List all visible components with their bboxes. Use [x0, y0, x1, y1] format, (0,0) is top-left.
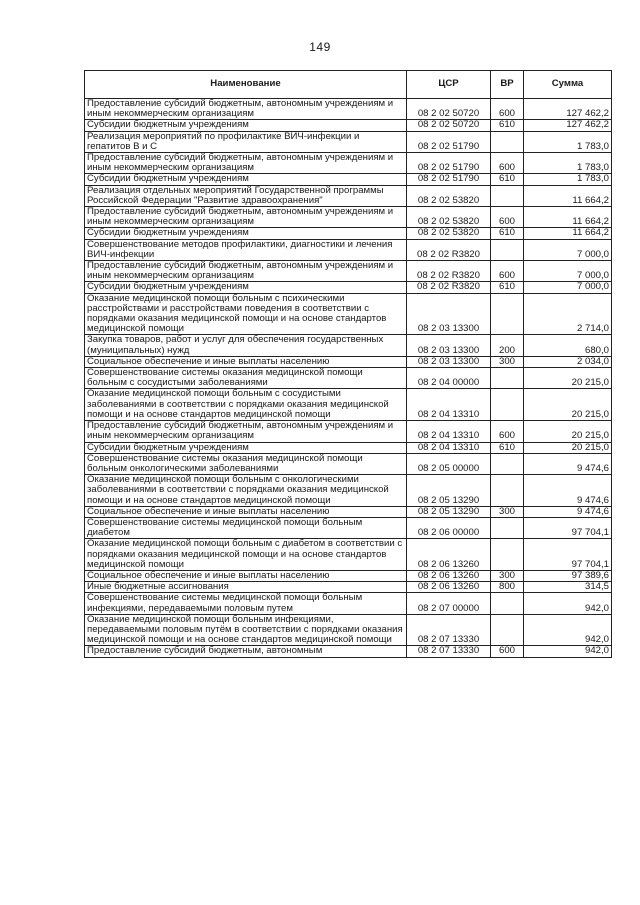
- cell-sum: 127 462,2: [524, 120, 612, 131]
- cell-vr: 200: [491, 335, 524, 356]
- cell-sum: 7 000,0: [524, 239, 612, 260]
- cell-name: Социальное обеспечение и иные выплаты населению: [85, 506, 407, 517]
- cell-vr: 610: [491, 282, 524, 293]
- cell-name: Реализация мероприятий по профилактике ВИЧ-инфекции и гепатитов В и С: [85, 131, 407, 152]
- cell-csr: 08 2 03 13300: [407, 293, 491, 335]
- cell-sum: 680,0: [524, 335, 612, 356]
- cell-csr: 08 2 06 00000: [407, 517, 491, 538]
- cell-sum: 97 704,1: [524, 517, 612, 538]
- cell-vr: [491, 368, 524, 389]
- cell-csr: 08 2 02 51790: [407, 131, 491, 152]
- table-row: [85, 442, 612, 453]
- cell-vr: [491, 185, 524, 206]
- table-row: [85, 517, 612, 538]
- table-row: [85, 282, 612, 293]
- cell-name: Субсидии бюджетным учреждениям: [85, 174, 407, 185]
- table-row: [85, 120, 612, 131]
- table-row: [85, 261, 612, 282]
- cell-vr: 300: [491, 356, 524, 367]
- cell-name: Совершенствование методов профилактики, диагностики и лечения ВИЧ-инфекции: [85, 239, 407, 260]
- cell-csr: 08 2 06 13260: [407, 570, 491, 581]
- cell-sum: 97 704,1: [524, 539, 612, 571]
- cell-name: Субсидии бюджетным учреждениям: [85, 120, 407, 131]
- cell-name: Реализация отдельных мероприятий Государственной программы Российской Федерации "Развитие здравоохранения": [85, 185, 407, 206]
- cell-vr: [491, 239, 524, 260]
- cell-sum: 20 215,0: [524, 421, 612, 442]
- cell-vr: [491, 517, 524, 538]
- cell-csr: 08 2 04 13310: [407, 442, 491, 453]
- table-row: [85, 99, 612, 120]
- budget-table: [84, 70, 612, 658]
- cell-sum: 7 000,0: [524, 261, 612, 282]
- cell-csr: 08 2 03 13300: [407, 335, 491, 356]
- cell-vr: 600: [491, 261, 524, 282]
- table-row: [85, 174, 612, 185]
- cell-csr: 08 2 04 13310: [407, 389, 491, 421]
- cell-sum: 11 664,2: [524, 207, 612, 228]
- cell-name: Предоставление субсидий бюджетным, автономным учреждениям и иным некоммерческим организациям: [85, 421, 407, 442]
- cell-vr: 800: [491, 582, 524, 593]
- cell-vr: [491, 453, 524, 474]
- cell-sum: 314,5: [524, 582, 612, 593]
- cell-sum: 20 215,0: [524, 368, 612, 389]
- table-row: [85, 131, 612, 152]
- cell-csr: 08 2 04 00000: [407, 368, 491, 389]
- cell-sum: 2 714,0: [524, 293, 612, 335]
- cell-name: Социальное обеспечение и иные выплаты населению: [85, 570, 407, 581]
- cell-name: Социальное обеспечение и иные выплаты населению: [85, 356, 407, 367]
- cell-name: Оказание медицинской помощи больным с диабетом в соответствии с порядками оказания медицинской помощи и на основе стандартов медицинской помощи: [85, 539, 407, 571]
- cell-vr: 610: [491, 228, 524, 239]
- table-row: [85, 646, 612, 657]
- table-row: [85, 293, 612, 335]
- cell-name: Оказание медицинской помощи больным инфекциями, передаваемыми половым путём в соответствии с порядками оказания медицинской помощи и на основе стандартов медицинской помощи: [85, 614, 407, 646]
- table-row: [85, 570, 612, 581]
- cell-sum: 11 664,2: [524, 185, 612, 206]
- cell-vr: 300: [491, 506, 524, 517]
- cell-sum: 9 474,6: [524, 506, 612, 517]
- cell-csr: 08 2 05 00000: [407, 453, 491, 474]
- cell-vr: 600: [491, 421, 524, 442]
- cell-csr: 08 2 02 R3820: [407, 239, 491, 260]
- cell-csr: 08 2 05 13290: [407, 475, 491, 507]
- cell-name: Предоставление субсидий бюджетным, автономным учреждениям и иным некоммерческим организациям: [85, 99, 407, 120]
- cell-sum: 942,0: [524, 593, 612, 614]
- cell-vr: [491, 539, 524, 571]
- table-row: [85, 335, 612, 356]
- cell-vr: 610: [491, 442, 524, 453]
- cell-csr: 08 2 03 13300: [407, 356, 491, 367]
- cell-name: Совершенствование системы оказания медицинской помощи больным с сосудистыми заболеваниями: [85, 368, 407, 389]
- cell-name: Оказание медицинской помощи больным с онкологическими заболеваниями в соответствии с порядками оказания медицинской помощи и на основе стандартов медицинской помощи: [85, 475, 407, 507]
- table-row: [85, 228, 612, 239]
- cell-csr: 08 2 05 13290: [407, 506, 491, 517]
- cell-sum: 1 783,0: [524, 174, 612, 185]
- cell-vr: [491, 389, 524, 421]
- cell-csr: 08 2 02 R3820: [407, 261, 491, 282]
- cell-name: Иные бюджетные ассигнования: [85, 582, 407, 593]
- cell-name: Субсидии бюджетным учреждениям: [85, 442, 407, 453]
- cell-csr: 08 2 02 51790: [407, 174, 491, 185]
- cell-sum: 1 783,0: [524, 153, 612, 174]
- cell-sum: 127 462,2: [524, 99, 612, 120]
- cell-name: Предоставление субсидий бюджетным, автономным учреждениям и иным некоммерческим организациям: [85, 153, 407, 174]
- cell-vr: 600: [491, 207, 524, 228]
- cell-csr: 08 2 02 53820: [407, 207, 491, 228]
- cell-vr: [491, 475, 524, 507]
- cell-name: Совершенствование системы оказания медицинской помощи больным онкологическими заболеваниями: [85, 453, 407, 474]
- cell-vr: 600: [491, 99, 524, 120]
- header-name: Наименование: [85, 71, 407, 99]
- cell-csr: 08 2 06 13260: [407, 539, 491, 571]
- cell-name: Совершенствование системы медицинской помощи больным диабетом: [85, 517, 407, 538]
- cell-name: Предоставление субсидий бюджетным, автономным учреждениям и иным некоммерческим организациям: [85, 261, 407, 282]
- cell-name: Субсидии бюджетным учреждениям: [85, 228, 407, 239]
- cell-csr: 08 2 02 50720: [407, 99, 491, 120]
- table-row: [85, 421, 612, 442]
- cell-vr: [491, 293, 524, 335]
- cell-vr: [491, 593, 524, 614]
- cell-csr: 08 2 02 51790: [407, 153, 491, 174]
- table-row: [85, 368, 612, 389]
- cell-name: Предоставление субсидий бюджетным, автономным: [85, 646, 407, 657]
- cell-csr: 08 2 06 13260: [407, 582, 491, 593]
- table-row: [85, 185, 612, 206]
- cell-name: Закупка товаров, работ и услуг для обеспечения государственных (муниципальных) нужд: [85, 335, 407, 356]
- cell-csr: 08 2 02 R3820: [407, 282, 491, 293]
- table-row: [85, 539, 612, 571]
- table-row: [85, 593, 612, 614]
- table-header-row: [85, 71, 612, 99]
- cell-sum: 942,0: [524, 614, 612, 646]
- cell-vr: [491, 614, 524, 646]
- cell-vr: 600: [491, 153, 524, 174]
- cell-name: Субсидии бюджетным учреждениям: [85, 282, 407, 293]
- cell-csr: 08 2 02 53820: [407, 185, 491, 206]
- table-row: [85, 153, 612, 174]
- cell-sum: 9 474,6: [524, 453, 612, 474]
- table-row: [85, 356, 612, 367]
- cell-sum: 9 474,6: [524, 475, 612, 507]
- cell-csr: 08 2 02 53820: [407, 228, 491, 239]
- cell-name: Оказание медицинской помощи больным с сосудистыми заболеваниями в соответствии с порядками оказания медицинской помощи и на основе стандартов медицинской помощи: [85, 389, 407, 421]
- table-row: [85, 453, 612, 474]
- table-row: [85, 582, 612, 593]
- table-row: [85, 389, 612, 421]
- cell-name: Оказание медицинской помощи больным с психическими расстройствами и расстройствами поведения в соответствии с порядками оказания медицинской помощи и на основе стандартов медицинской помощи: [85, 293, 407, 335]
- table-row: [85, 475, 612, 507]
- cell-csr: 08 2 07 13330: [407, 646, 491, 657]
- table-body: [85, 99, 612, 658]
- table-row: [85, 614, 612, 646]
- cell-sum: 20 215,0: [524, 442, 612, 453]
- cell-vr: 300: [491, 570, 524, 581]
- cell-sum: 20 215,0: [524, 389, 612, 421]
- table-row: [85, 239, 612, 260]
- cell-sum: 942,0: [524, 646, 612, 657]
- header-sum: Сумма: [524, 71, 612, 99]
- cell-vr: 610: [491, 120, 524, 131]
- cell-sum: 11 664,2: [524, 228, 612, 239]
- header-vr: ВР: [491, 71, 524, 99]
- cell-vr: [491, 131, 524, 152]
- cell-csr: 08 2 02 50720: [407, 120, 491, 131]
- table-row: [85, 207, 612, 228]
- cell-vr: 610: [491, 174, 524, 185]
- cell-vr: 600: [491, 646, 524, 657]
- cell-name: Предоставление субсидий бюджетным, автономным учреждениям и иным некоммерческим организациям: [85, 207, 407, 228]
- cell-name: Совершенствование системы медицинской помощи больным инфекциями, передаваемыми половым путем: [85, 593, 407, 614]
- header-csr: ЦСР: [407, 71, 491, 99]
- cell-csr: 08 2 07 00000: [407, 593, 491, 614]
- cell-csr: 08 2 04 13310: [407, 421, 491, 442]
- cell-csr: 08 2 07 13330: [407, 614, 491, 646]
- page-number: 149: [309, 40, 331, 54]
- cell-sum: 2 034,0: [524, 356, 612, 367]
- table-row: [85, 506, 612, 517]
- cell-sum: 97 389,6: [524, 570, 612, 581]
- cell-sum: 7 000,0: [524, 282, 612, 293]
- cell-sum: 1 783,0: [524, 131, 612, 152]
